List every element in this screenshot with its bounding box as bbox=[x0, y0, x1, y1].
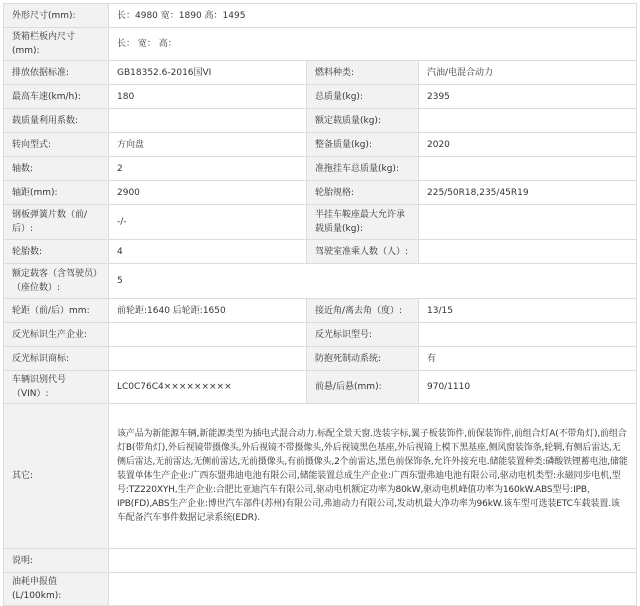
table-row bbox=[4, 4, 637, 28]
vehicle-spec-table bbox=[3, 3, 637, 606]
row-value-2 bbox=[419, 205, 637, 240]
row-value-2 bbox=[419, 109, 637, 133]
row-label-2: 反光标识型号: bbox=[307, 323, 419, 347]
row-label: 轮胎数: bbox=[4, 240, 109, 264]
row-label: 排放依据标准: bbox=[4, 61, 109, 85]
row-label: 载质量利用系数: bbox=[4, 109, 109, 133]
fuel-label: 油耗申报值(L/100km): bbox=[4, 573, 109, 606]
row-label: 钢板弹簧片数（前/后）: bbox=[4, 205, 109, 240]
row-value: 长：4980 宽：1890 高：1495 bbox=[109, 4, 637, 28]
table-row bbox=[4, 61, 637, 85]
row-value: -/- bbox=[109, 205, 307, 240]
row-label: 车辆识别代号（VIN）: bbox=[4, 371, 109, 404]
row-label: 货箱栏板内尺寸(mm): bbox=[4, 28, 109, 61]
table-row bbox=[4, 133, 637, 157]
row-label: 轮距（前/后）mm: bbox=[4, 299, 109, 323]
row-value: LC0C76C4××××××××× bbox=[109, 371, 307, 404]
row-value-2 bbox=[419, 157, 637, 181]
row-label-2: 半挂车鞍座最大允许承载质量(kg): bbox=[307, 205, 419, 240]
row-value: 方向盘 bbox=[109, 133, 307, 157]
row-label-2: 防抱死制动系统: bbox=[307, 347, 419, 371]
row-label-2: 接近角/离去角（度）: bbox=[307, 299, 419, 323]
row-value-2: 2020 bbox=[419, 133, 637, 157]
row-value-2 bbox=[419, 240, 637, 264]
table-row bbox=[4, 28, 637, 61]
row-label: 轴数: bbox=[4, 157, 109, 181]
row-value: 5 bbox=[109, 264, 637, 299]
row-label-2: 整备质量(kg): bbox=[307, 133, 419, 157]
table-row bbox=[4, 323, 637, 347]
table-row bbox=[4, 347, 637, 371]
table-row bbox=[4, 240, 637, 264]
table-row bbox=[4, 264, 637, 299]
table-row bbox=[4, 205, 637, 240]
row-label-2: 准拖挂车总质量(kg): bbox=[307, 157, 419, 181]
row-value bbox=[109, 347, 307, 371]
table-row-fuel bbox=[4, 573, 637, 606]
row-label-2: 前悬/后悬(mm): bbox=[307, 371, 419, 404]
row-value: 180 bbox=[109, 85, 307, 109]
row-value: 长： 宽： 高： bbox=[109, 28, 637, 61]
row-label-2: 轮胎规格: bbox=[307, 181, 419, 205]
row-label: 外形尺寸(mm): bbox=[4, 4, 109, 28]
table-row bbox=[4, 299, 637, 323]
row-label: 额定载客（含驾驶员）（座位数）: bbox=[4, 264, 109, 299]
row-value-2: 有 bbox=[419, 347, 637, 371]
row-value-2: 970/1110 bbox=[419, 371, 637, 404]
row-label-2: 额定载质量(kg): bbox=[307, 109, 419, 133]
remark-label: 说明: bbox=[4, 549, 109, 573]
table-row bbox=[4, 109, 637, 133]
row-value bbox=[109, 109, 307, 133]
row-value-2: 225/50R18,235/45R19 bbox=[419, 181, 637, 205]
table-row bbox=[4, 181, 637, 205]
table-row-other bbox=[4, 404, 637, 549]
remark-value bbox=[109, 549, 637, 573]
row-value-2: 13/15 bbox=[419, 299, 637, 323]
row-value-2: 汽油/电混合动力 bbox=[419, 61, 637, 85]
row-value bbox=[109, 323, 307, 347]
row-label: 最高车速(km/h): bbox=[4, 85, 109, 109]
row-value: 2900 bbox=[109, 181, 307, 205]
table-row-remark bbox=[4, 549, 637, 573]
row-label: 轴距(mm): bbox=[4, 181, 109, 205]
table-row bbox=[4, 85, 637, 109]
row-label-2: 总质量(kg): bbox=[307, 85, 419, 109]
table-row bbox=[4, 157, 637, 181]
row-value: GB18352.6-2016国VI bbox=[109, 61, 307, 85]
table-row bbox=[4, 371, 637, 404]
row-value: 2 bbox=[109, 157, 307, 181]
fuel-value bbox=[109, 573, 637, 606]
other-label: 其它: bbox=[4, 404, 109, 549]
row-label-2: 燃料种类: bbox=[307, 61, 419, 85]
row-value-2 bbox=[419, 323, 637, 347]
row-label: 转向型式: bbox=[4, 133, 109, 157]
other-notes: 该产品为新能源车辆,新能源类型为插电式混合动力.标配全景天窗.选装字标,翼子板装饰件,前保装饰件,前组合灯A(不带角灯),前组合灯B(带角灯),外后视镜带摄像头,外后视镜不带摄像头,外后视镜黑色基座,外后视镜上模下黑基座,侧风窗装饰条,轮辋,有侧后雷达,无侧后雷达,无前雷达,无侧前雷达,无前摄像头,有前摄像头,2个前雷达,黑色前保饰条,允许外接充电.储能装置种类:磷酸铁锂蓄电池,储能装置单体生产企业:广西东盟弗迪电池有限公司,储能装置总成生产企业:广西东盟弗迪电池有限公司,驱动电机类型:永磁同步电机,型号:TZ220XYH,生产企业:合肥比亚迪汽车有限公司,驱动电机额定功率为80kW,驱动电机峰值功率为160kW.ABS型号:IPB，IPB(FD),ABS生产企业:博世汽车部件(苏州)有限公司,弗迪动力有限公司,发动机最大净功率为96kW.该车型可选装ETC车载装置.该车配备汽车事件数据记录系统(EDR). bbox=[109, 404, 637, 549]
row-label-2: 驾驶室准乘人数（人）: bbox=[307, 240, 419, 264]
row-value-2: 2395 bbox=[419, 85, 637, 109]
row-label: 反光标识商标: bbox=[4, 347, 109, 371]
row-label: 反光标识生产企业: bbox=[4, 323, 109, 347]
row-value: 4 bbox=[109, 240, 307, 264]
row-value: 前轮距:1640 后轮距:1650 bbox=[109, 299, 307, 323]
